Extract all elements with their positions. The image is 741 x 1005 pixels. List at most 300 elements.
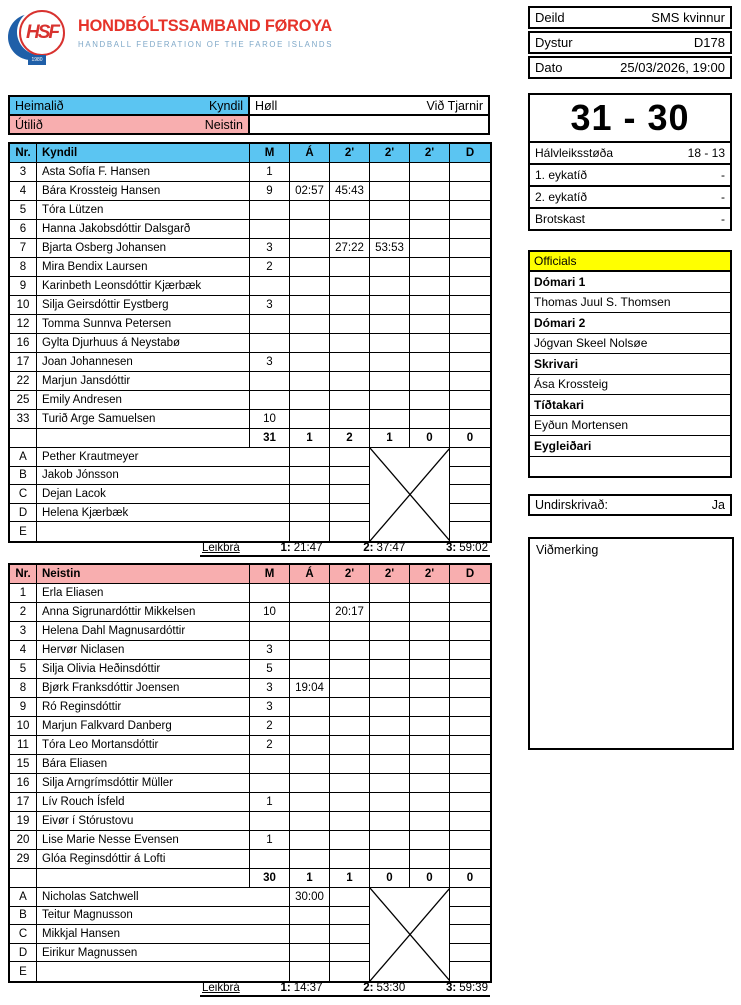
- bench-name: Jakob Jónsson: [37, 467, 290, 486]
- suspension1-cell: [330, 755, 370, 773]
- player-row: [10, 391, 490, 410]
- player-number: 17: [10, 353, 37, 371]
- bench-letter: B: [10, 907, 37, 926]
- suspension1-cell: [330, 679, 370, 697]
- goals-cell: [250, 277, 290, 295]
- suspension1-cell: [330, 660, 370, 678]
- suspension3-cell: [410, 793, 450, 811]
- player-number: 15: [10, 755, 37, 773]
- suspension1-cell: [330, 372, 370, 390]
- warning-cell: 02:57: [290, 182, 330, 200]
- suspension3-cell: [410, 334, 450, 352]
- disqualification-cell: [450, 277, 490, 295]
- goals-cell: 2: [250, 736, 290, 754]
- bench-row: [10, 962, 490, 981]
- table-header-row: [10, 565, 490, 584]
- suspension3-cell: [410, 201, 450, 219]
- official-name: Jógvan Skeel Nolsøe: [530, 334, 730, 355]
- suspension1-cell: [330, 717, 370, 735]
- goals-cell: [250, 850, 290, 868]
- suspension3-cell: [410, 660, 450, 678]
- suspension3-cell: [410, 410, 450, 428]
- goals-cell: 3: [250, 353, 290, 371]
- goals-cell: 9: [250, 182, 290, 200]
- bench-officials-section: [10, 888, 490, 981]
- official-name: Eyðun Mortensen: [530, 416, 730, 437]
- bench-empty-cell: [330, 485, 370, 504]
- player-number: 17: [10, 793, 37, 811]
- warning-cell: [290, 410, 330, 428]
- suspension3-cell: [410, 353, 450, 371]
- suspension1-cell: [330, 220, 370, 238]
- player-number: 12: [10, 315, 37, 333]
- remarks-label: Viðmerking: [536, 543, 599, 557]
- bench-letter: D: [10, 944, 37, 963]
- home-team-name: Kyndil: [208, 98, 243, 113]
- suspension2-cell: [370, 793, 410, 811]
- bench-time-cell: [290, 907, 330, 926]
- goals-cell: 3: [250, 679, 290, 697]
- player-number: 10: [10, 296, 37, 314]
- goals-cell: [250, 201, 290, 219]
- bench-time-cell: [290, 504, 330, 523]
- bench-letter: E: [10, 522, 37, 541]
- disqualification-cell: [450, 831, 490, 849]
- player-row: [10, 717, 490, 736]
- suspension1-cell: [330, 201, 370, 219]
- leikbra-time-3: 59:02: [459, 542, 488, 554]
- total-goals: 31: [250, 429, 290, 447]
- player-row: [10, 850, 490, 869]
- player-name: Bára Krossteig Hansen: [37, 182, 250, 200]
- player-row: [10, 584, 490, 603]
- bench-time-cell: [290, 944, 330, 963]
- suspension3-cell: [410, 679, 450, 697]
- col-disqualification-header: D: [465, 568, 475, 580]
- suspension3-cell: [410, 315, 450, 333]
- col-goals-header: M: [250, 565, 290, 583]
- player-row: [10, 736, 490, 755]
- player-name: Karinbeth Leonsdóttir Kjærbæk: [37, 277, 250, 295]
- player-number: 22: [10, 372, 37, 390]
- suspension2-cell: [370, 315, 410, 333]
- suspension2-cell: [370, 220, 410, 238]
- total-warnings: 1: [290, 429, 330, 447]
- suspension1-cell: [330, 641, 370, 659]
- player-name: Erla Eliasen: [37, 584, 250, 602]
- total-goals: 30: [250, 869, 290, 887]
- suspension2-cell: [370, 755, 410, 773]
- suspension2-cell: [370, 353, 410, 371]
- disqualification-cell: [450, 717, 490, 735]
- match-info-table: [528, 6, 732, 81]
- official-role: Dómari 1: [530, 272, 730, 293]
- bench-disq-cell: [450, 944, 490, 963]
- player-name: Lise Marie Nesse Evensen: [37, 831, 250, 849]
- halftime-row: Hálvleiksstøða 18 - 13: [530, 143, 730, 165]
- suspension3-cell: [410, 372, 450, 390]
- suspension3-cell: [410, 812, 450, 830]
- player-number: 20: [10, 831, 37, 849]
- suspension2-cell: [370, 717, 410, 735]
- bench-time-cell: [290, 962, 330, 981]
- bench-row: [10, 467, 490, 486]
- player-name: Bára Eliasen: [37, 755, 250, 773]
- final-score: 31 - 30: [530, 95, 730, 143]
- goals-cell: 1: [250, 793, 290, 811]
- crossed-out-region: [370, 504, 450, 523]
- logo-acronym: HSF: [26, 22, 58, 43]
- suspension3-cell: [410, 182, 450, 200]
- suspension3-cell: [410, 850, 450, 868]
- bench-disq-cell: [450, 504, 490, 523]
- goals-cell: 5: [250, 660, 290, 678]
- suspension3-cell: [410, 755, 450, 773]
- goals-cell: 2: [250, 717, 290, 735]
- suspension1-cell: [330, 258, 370, 276]
- suspension2-cell: [370, 831, 410, 849]
- suspension1-cell: [330, 831, 370, 849]
- bench-empty-cell: [330, 522, 370, 541]
- player-number: 3: [10, 163, 37, 181]
- col-suspension3-header: 2': [410, 565, 450, 583]
- bench-disq-cell: [450, 522, 490, 541]
- totals-row: [10, 429, 490, 448]
- col-goals-header: M: [250, 144, 290, 162]
- bench-row: [10, 448, 490, 467]
- goals-cell: [250, 372, 290, 390]
- player-row: [10, 410, 490, 429]
- suspension2-cell: [370, 258, 410, 276]
- suspension3-cell: [410, 774, 450, 792]
- suspension3-cell: [410, 641, 450, 659]
- player-number: 8: [10, 258, 37, 276]
- bench-name: Dejan Lacok: [37, 485, 290, 504]
- player-row: [10, 334, 490, 353]
- total-susp3: 0: [410, 869, 450, 887]
- bench-letter: C: [10, 485, 37, 504]
- total-susp1: 2: [330, 429, 370, 447]
- suspension1-cell: [330, 793, 370, 811]
- player-row: [10, 315, 490, 334]
- goals-cell: 1: [250, 831, 290, 849]
- bench-time-cell: [290, 522, 330, 541]
- away-label: Útilið: [15, 117, 43, 132]
- bench-empty-cell: [330, 925, 370, 944]
- disqualification-cell: [450, 850, 490, 868]
- disqualification-cell: [450, 201, 490, 219]
- total-susp1: 1: [330, 869, 370, 887]
- bench-time-cell: [290, 448, 330, 467]
- suspension2-cell: [370, 201, 410, 219]
- suspension2-cell: [370, 850, 410, 868]
- bench-empty-cell: [330, 962, 370, 981]
- warning-cell: [290, 831, 330, 849]
- player-row: [10, 163, 490, 182]
- disqualification-cell: [450, 372, 490, 390]
- away-team-name: Neistin: [204, 117, 243, 132]
- player-row: [10, 372, 490, 391]
- warning-cell: [290, 334, 330, 352]
- suspension1-cell: [330, 277, 370, 295]
- official-name: [530, 457, 730, 477]
- goals-cell: [250, 220, 290, 238]
- goals-cell: 3: [250, 641, 290, 659]
- leikbra-time-1: 21:47: [293, 542, 323, 554]
- disqualification-cell: [450, 793, 490, 811]
- player-name: Silja Olivia Heðinsdóttir: [37, 660, 250, 678]
- player-row: [10, 220, 490, 239]
- crossed-out-region: [370, 522, 450, 541]
- hall-name: Við Tjarnir: [426, 98, 483, 113]
- suspension2-cell: [370, 679, 410, 697]
- suspension2-cell: [370, 736, 410, 754]
- empty-cell: [250, 116, 488, 133]
- suspension2-cell: [370, 641, 410, 659]
- suspension3-cell: [410, 258, 450, 276]
- warning-cell: [290, 584, 330, 602]
- col-nr-header: Nr.: [10, 565, 37, 583]
- suspension3-cell: [410, 163, 450, 181]
- warning-cell: [290, 774, 330, 792]
- info-row-match: [528, 31, 732, 54]
- goals-cell: [250, 584, 290, 602]
- disqualification-cell: [450, 603, 490, 621]
- leikbra-time-2: 53:30: [376, 982, 406, 994]
- player-number: 16: [10, 334, 37, 352]
- col-warning-header: Á: [290, 565, 330, 583]
- bench-time-cell: [290, 467, 330, 486]
- bench-disq-cell: [450, 925, 490, 944]
- suspension1-cell: [330, 622, 370, 640]
- hall-cell: [250, 97, 488, 114]
- player-number: 8: [10, 679, 37, 697]
- official-name: Thomas Juul S. Thomsen: [530, 293, 730, 314]
- warning-cell: [290, 163, 330, 181]
- goals-cell: 3: [250, 698, 290, 716]
- bench-name: Nicholas Satchwell: [37, 888, 290, 907]
- officials-title: Officials: [530, 252, 730, 272]
- warning-cell: [290, 372, 330, 390]
- hsf-logo-icon: [8, 8, 64, 66]
- col-suspension1-header: 2': [330, 565, 370, 583]
- suspension2-cell: [370, 660, 410, 678]
- suspension3-cell: [410, 736, 450, 754]
- disqualification-cell: [450, 163, 490, 181]
- disqualification-cell: [450, 641, 490, 659]
- disqualification-cell: [450, 774, 490, 792]
- player-row: [10, 679, 490, 698]
- player-row: [10, 812, 490, 831]
- bench-empty-cell: [330, 467, 370, 486]
- bench-empty-cell: [330, 504, 370, 523]
- official-role: Tíðtakari: [530, 395, 730, 416]
- warning-cell: [290, 755, 330, 773]
- official-name: Ása Krossteig: [530, 375, 730, 396]
- player-name: Turið Arge Samuelsen: [37, 410, 250, 428]
- suspension1-cell: [330, 353, 370, 371]
- leikbra-label: Leikbrá: [202, 542, 240, 554]
- bench-row: [10, 907, 490, 926]
- player-row: [10, 774, 490, 793]
- player-name: Marjun Falkvard Danberg: [37, 717, 250, 735]
- official-role: Eygleiðari: [530, 436, 730, 457]
- bench-name: [37, 522, 290, 541]
- crossed-out-region: [370, 944, 450, 963]
- leikbra-label: Leikbrá: [202, 982, 240, 994]
- home-team-table: [8, 142, 492, 543]
- officials-panel: [528, 250, 732, 478]
- player-name: Bjarta Osberg Johansen: [37, 239, 250, 257]
- player-row: [10, 660, 490, 679]
- bench-letter: D: [10, 504, 37, 523]
- goals-cell: 1: [250, 163, 290, 181]
- warning-cell: [290, 277, 330, 295]
- disqualification-cell: [450, 220, 490, 238]
- col-disqualification-header: D: [465, 147, 475, 159]
- suspension2-cell: [370, 698, 410, 716]
- home-team-cell: [10, 97, 250, 114]
- player-name: Tóra Lützen: [37, 201, 250, 219]
- disqualification-cell: [450, 239, 490, 257]
- col-suspension2-header: 2': [370, 565, 410, 583]
- suspension3-cell: [410, 239, 450, 257]
- warning-cell: [290, 793, 330, 811]
- player-number: 29: [10, 850, 37, 868]
- table-header-row: [10, 144, 490, 163]
- goals-cell: 2: [250, 258, 290, 276]
- suspension2-cell: [370, 296, 410, 314]
- info-label: Deild: [535, 10, 565, 25]
- bench-name: Helena Kjærbæk: [37, 504, 290, 523]
- logo-ball-shape: [19, 10, 65, 56]
- warning-cell: [290, 717, 330, 735]
- player-number: 11: [10, 736, 37, 754]
- goals-cell: [250, 391, 290, 409]
- player-number: 6: [10, 220, 37, 238]
- player-name: Eivør í Stórustovu: [37, 812, 250, 830]
- warning-cell: [290, 850, 330, 868]
- player-name: Tóra Leo Mortansdóttir: [37, 736, 250, 754]
- home-label: Heimalið: [15, 98, 64, 113]
- goals-cell: [250, 622, 290, 640]
- penalty-row: Brotskast -: [535, 212, 725, 226]
- player-number: 25: [10, 391, 37, 409]
- warning-cell: [290, 220, 330, 238]
- suspension2-cell: 53:53: [370, 239, 410, 257]
- warning-cell: [290, 641, 330, 659]
- player-row: [10, 296, 490, 315]
- suspension3-cell: [410, 698, 450, 716]
- suspension1-cell: [330, 850, 370, 868]
- suspension2-cell: [370, 410, 410, 428]
- warning-cell: [290, 812, 330, 830]
- suspension1-cell: [330, 163, 370, 181]
- bench-disq-cell: [450, 467, 490, 486]
- player-number: 9: [10, 698, 37, 716]
- player-name: Lív Rouch Ísfeld: [37, 793, 250, 811]
- bench-officials-section: [10, 448, 490, 541]
- player-name: Joan Johannesen: [37, 353, 250, 371]
- warning-cell: [290, 391, 330, 409]
- player-row: [10, 201, 490, 220]
- suspension1-cell: [330, 736, 370, 754]
- player-row: [10, 793, 490, 812]
- disqualification-cell: [450, 584, 490, 602]
- score-box: [528, 93, 732, 231]
- team-name-header: Neistin: [37, 565, 250, 583]
- suspension1-cell: [330, 812, 370, 830]
- crossed-out-region: [370, 925, 450, 944]
- suspension3-cell: [410, 391, 450, 409]
- bench-empty-cell: [330, 907, 370, 926]
- official-role: Dómari 2: [530, 313, 730, 334]
- crossed-out-region: [370, 907, 450, 926]
- bench-letter: B: [10, 467, 37, 486]
- player-number: 33: [10, 410, 37, 428]
- suspension2-cell: [370, 812, 410, 830]
- info-label: Dystur: [535, 35, 573, 50]
- disqualification-cell: [450, 315, 490, 333]
- suspension1-cell: [330, 334, 370, 352]
- player-name: Mira Bendix Laursen: [37, 258, 250, 276]
- bench-time-cell: [290, 925, 330, 944]
- suspension2-cell: [370, 391, 410, 409]
- bench-letter: A: [10, 888, 37, 907]
- warning-cell: [290, 315, 330, 333]
- bench-row: [10, 888, 490, 907]
- disqualification-cell: [450, 736, 490, 754]
- home-leikbra: Leikbrá 1: 21:47 2: 37:47 3: 59:02: [200, 541, 490, 557]
- official-role: Skrivari: [530, 354, 730, 375]
- total-disq: 0: [466, 432, 474, 444]
- overtime2-row: 2. eykatíð -: [530, 187, 730, 209]
- goals-cell: [250, 812, 290, 830]
- info-row-date: [528, 56, 732, 79]
- totals-empty: [37, 429, 250, 447]
- goals-cell: [250, 334, 290, 352]
- suspension2-cell: [370, 774, 410, 792]
- suspension3-cell: [410, 277, 450, 295]
- bench-disq-cell: [450, 962, 490, 981]
- bench-name: Eirikur Magnussen: [37, 944, 290, 963]
- totals-row: [10, 869, 490, 888]
- col-suspension1-header: 2': [330, 144, 370, 162]
- suspension1-cell: [330, 315, 370, 333]
- disqualification-cell: [450, 410, 490, 428]
- suspension1-cell: 27:22: [330, 239, 370, 257]
- player-number: 3: [10, 622, 37, 640]
- remarks-box: [528, 537, 734, 750]
- totals-empty: [10, 869, 37, 887]
- goals-cell: [250, 315, 290, 333]
- player-name: Hervør Niclasen: [37, 641, 250, 659]
- player-row: [10, 622, 490, 641]
- total-susp2: 0: [370, 869, 410, 887]
- disqualification-cell: [450, 698, 490, 716]
- bench-empty-cell: [330, 448, 370, 467]
- disqualification-cell: [450, 755, 490, 773]
- suspension3-cell: [410, 603, 450, 621]
- player-name: Silja Arngrímsdóttir Müller: [37, 774, 250, 792]
- bench-letter: A: [10, 448, 37, 467]
- warning-cell: [290, 353, 330, 371]
- warning-cell: [290, 736, 330, 754]
- suspension1-cell: [330, 774, 370, 792]
- player-name: Silja Geirsdóttir Eystberg: [37, 296, 250, 314]
- player-name: Asta Sofía F. Hansen: [37, 163, 250, 181]
- total-susp3: 0: [410, 429, 450, 447]
